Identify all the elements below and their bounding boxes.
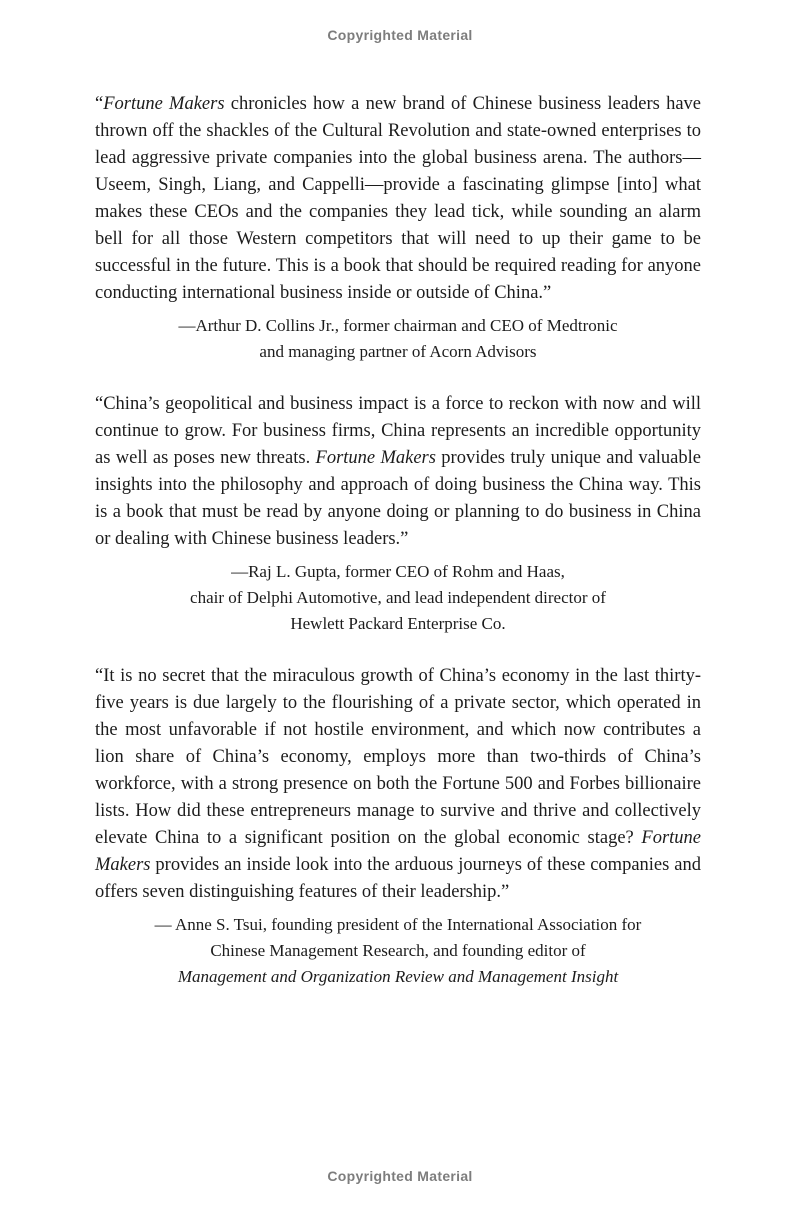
attribution-line: and managing partner of Acorn Advisors: [259, 342, 537, 361]
attribution-line: chair of Delphi Automotive, and lead independent director of: [190, 588, 606, 607]
quote-body: “It is no secret that the miraculous growth of China’s economy in the last thirty-five years is due largely to the flourishing of a private sector, which operated in the most unfavorable if not hostile environment, and which now contributes a lion share of China’s economy, employs more than two-thirds of China’s workforce, with a strong presence on both the Fortune 500 and Forbes billionaire lists. How did these entrepreneurs manage to survive and thrive and collectively elevate China to a significant position on the global economic stage?: [95, 666, 701, 848]
book-title-italic: Fortune Makers: [103, 94, 225, 114]
attribution-line: —Raj L. Gupta, former CEO of Rohm and Haas,: [231, 562, 565, 581]
quote-block-gupta: [95, 391, 701, 637]
attribution-line: —Arthur D. Collins Jr., former chairman and CEO of Medtronic: [178, 316, 618, 335]
book-title-italic: Fortune Makers: [95, 828, 701, 875]
quote-body: chronicles how a new brand of Chinese business leaders have thrown off the shackles of the Cultural Revolution and state-owned enterprises to lead aggressive private companies into the global business arena. The authors—Useem, Singh, Liang, and Cappelli—provide a fascinating glimpse [into] what makes these CEOs and the companies they lead tick, while sounding an alarm bell for all those Western competitors that will need to up their game to be successful in the future. This is a book that should be required reading for anyone conducting international business inside or outside of China.”: [95, 94, 701, 303]
quote-block-tsui: [95, 663, 701, 990]
copyright-notice-top: Copyrighted Material: [327, 27, 473, 43]
attribution-line: Chinese Management Research, and founding editor of: [210, 941, 586, 960]
book-title-italic: Fortune Makers: [315, 448, 436, 468]
quote-attribution: [95, 559, 701, 637]
quote-block-collins: [95, 91, 701, 365]
quote-body: provides an inside look into the arduous journeys of these companies and offers seven distinguishing features of their leadership.”: [95, 855, 701, 902]
quote-text: [95, 391, 701, 553]
quote-body: “China’s geopolitical and business impact is a force to reckon with now and will continue to grow. For business firms, China represents an incredible opportunity as well as poses new threats.: [95, 394, 701, 468]
praise-quotes-content: [95, 91, 701, 990]
attribution-line: — Anne S. Tsui, founding president of the International Association for: [154, 915, 642, 934]
attribution-line-journal-title: Management and Organization Review and Management Insight: [177, 967, 619, 986]
quote-open: “: [95, 94, 104, 114]
attribution-line: Hewlett Packard Enterprise Co.: [290, 614, 506, 633]
quote-text: [95, 91, 701, 307]
quote-attribution: [95, 313, 701, 365]
quote-attribution: [95, 912, 701, 990]
copyright-notice-bottom: Copyrighted Material: [327, 1168, 473, 1184]
quote-body: provides truly unique and valuable insights into the philosophy and approach of doing business the China way. This is a book that must be read by anyone doing or planning to do business in China or dealing with Chinese business leaders.”: [95, 448, 701, 549]
quote-text: [95, 663, 701, 906]
